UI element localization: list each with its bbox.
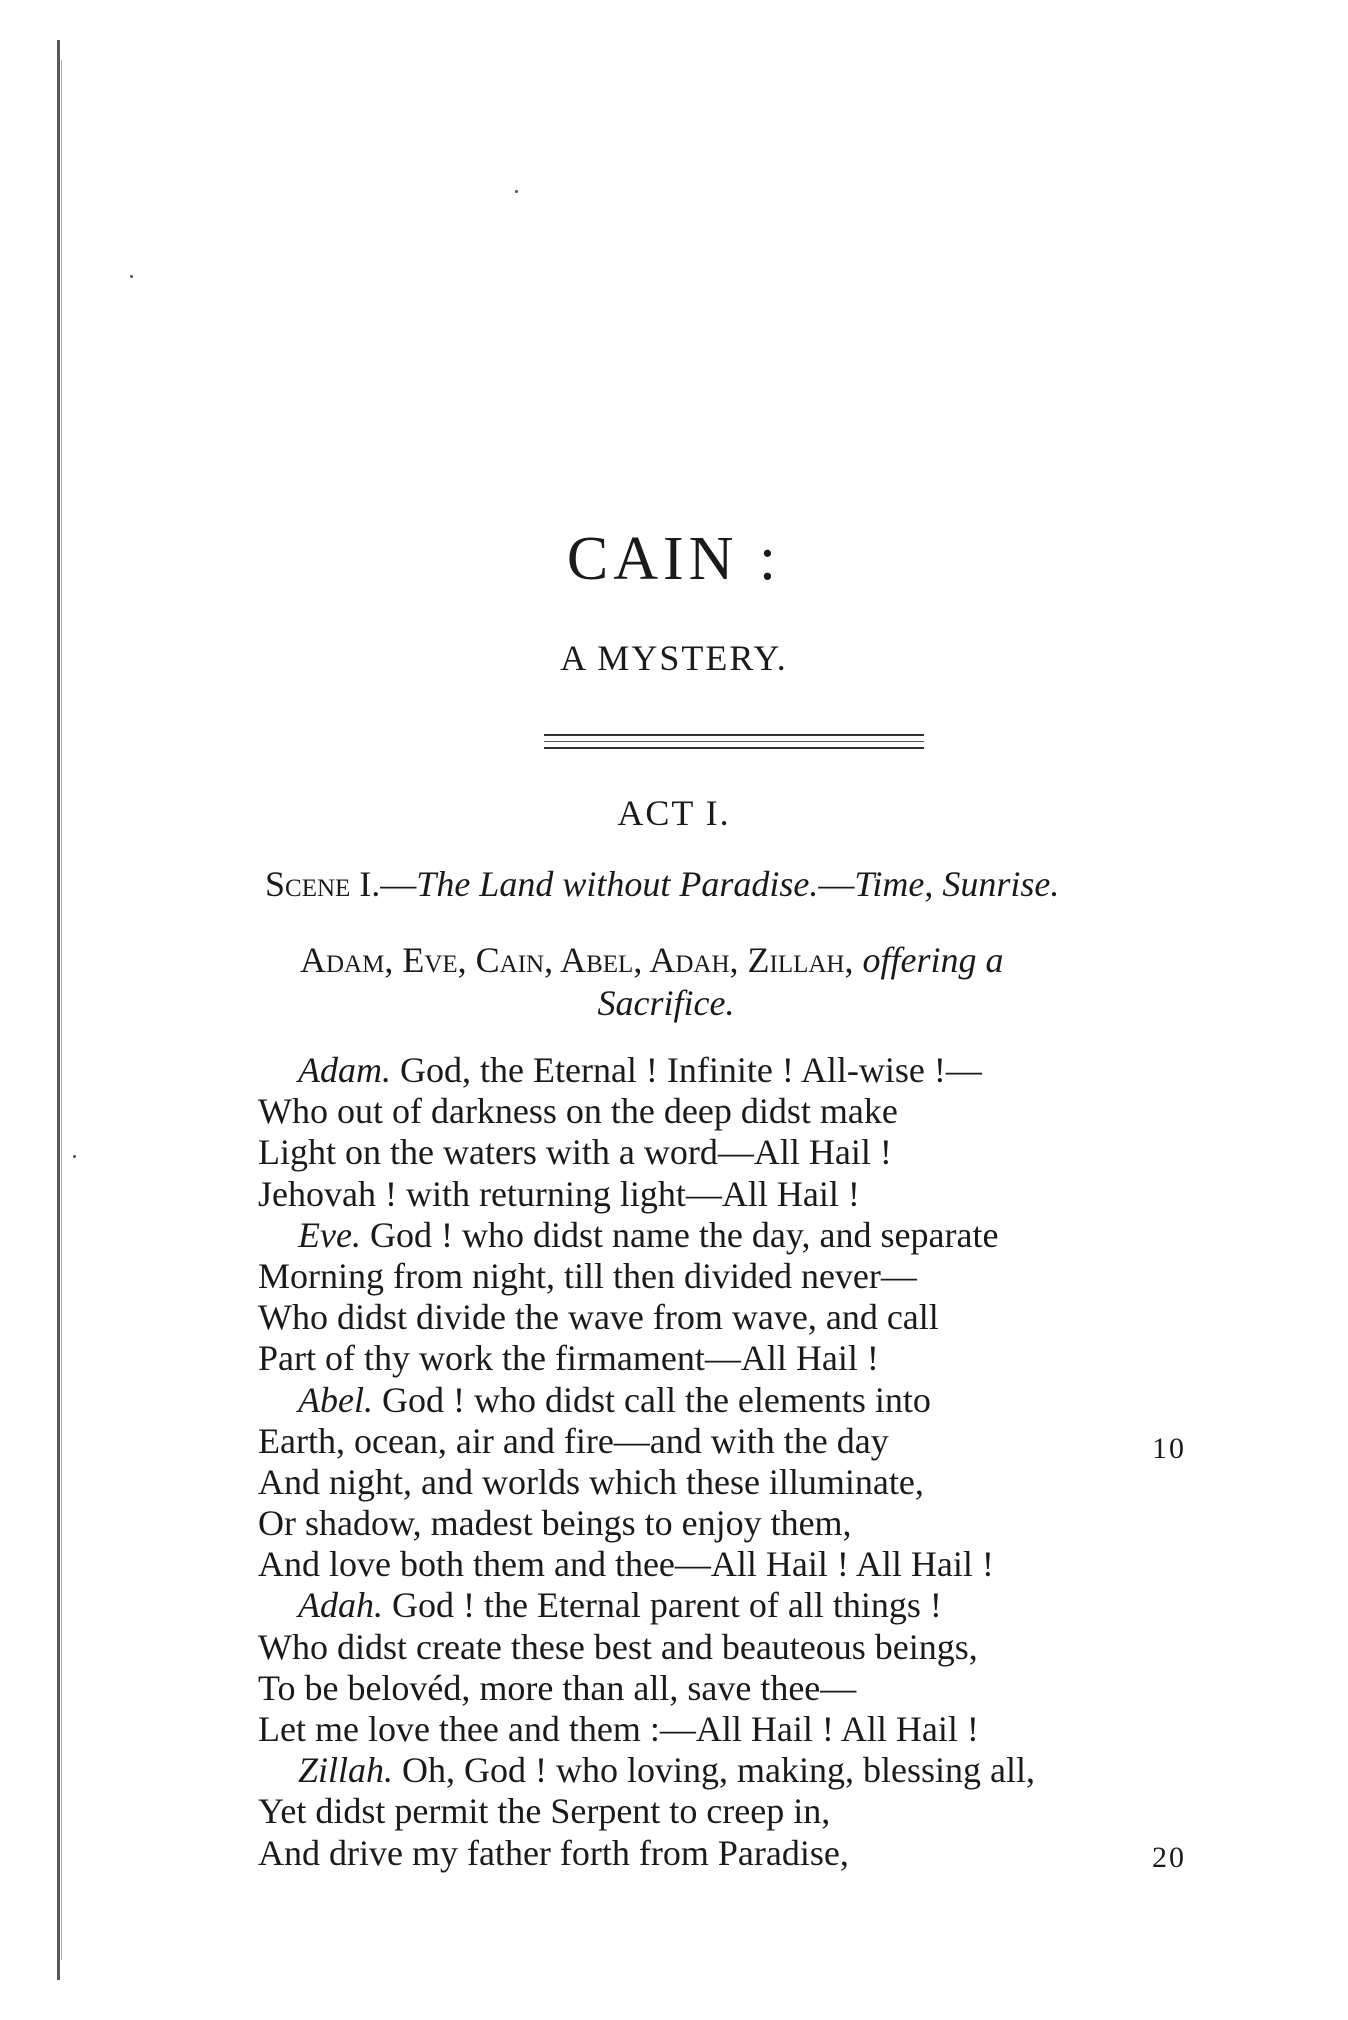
verse-text: To be belovéd, more than all, save thee— [258, 1667, 857, 1708]
stage-direction [300, 942, 1200, 978]
verse-text: Who out of darkness on the deep didst make [258, 1091, 898, 1132]
verse-line [258, 1380, 1035, 1421]
verse-text: God ! who didst name the day, and separate [360, 1214, 999, 1255]
scene-time-label: Time [854, 864, 925, 904]
verse-text: Who didst create these best and beauteous beings, [258, 1626, 978, 1667]
verse-text: God, the Eternal ! Infinite ! All-wise !— [391, 1050, 982, 1090]
verse-line [258, 1627, 1035, 1668]
verse-text: Oh, God ! who loving, making, blessing all, [393, 1750, 1035, 1791]
scene-number: I.— [350, 864, 417, 904]
verse-line [258, 1709, 1035, 1750]
verse-line [258, 1297, 1035, 1338]
speaker-name: Adam. [298, 1050, 391, 1090]
verse-line [258, 1544, 1035, 1585]
verse-line [258, 1750, 1035, 1791]
verse-text: And drive my father forth from Paradise, [258, 1832, 849, 1873]
verse-text: God ! the Eternal parent of all things ! [383, 1585, 942, 1626]
title-rule-bottom [544, 747, 924, 749]
speaker-name: Adah. [298, 1585, 383, 1626]
scene-heading [265, 866, 1059, 902]
paper-speck [130, 275, 133, 278]
stage-direction-continued [0, 985, 1348, 1021]
verse-line [258, 1668, 1035, 1709]
verse-text: Part of thy work the firmament—All Hail ! [258, 1338, 879, 1379]
paper-speck [515, 190, 518, 193]
verse-line [258, 1091, 1035, 1132]
paper-speck [73, 1155, 76, 1158]
verse-line [258, 1585, 1035, 1626]
verse-line [258, 1050, 1035, 1091]
speaker-name: Zillah. [298, 1750, 394, 1791]
verse-text: Morning from night, till then divided never— [258, 1255, 917, 1296]
verse-line [258, 1503, 1035, 1544]
scene-comma: , [924, 864, 943, 904]
verse-line [258, 1338, 1035, 1379]
verse-text: Earth, ocean, air and fire—and with the day [258, 1420, 889, 1461]
line-number-20: 20 [1152, 1841, 1186, 1874]
scene-dash: — [818, 864, 855, 904]
verse-text: Jehovah ! with returning light—All Hail ! [258, 1173, 860, 1214]
line-number-10: 10 [1152, 1432, 1186, 1465]
verse-text: Light on the waters with a word—All Hail ! [258, 1132, 892, 1173]
verse-line [258, 1791, 1035, 1832]
verse-line [258, 1132, 1035, 1173]
title-rule-top [544, 734, 924, 736]
verse-text: And night, and worlds which these illuminate, [258, 1461, 924, 1502]
stage-action: offering a [853, 940, 1004, 980]
verse-text: Let me love thee and them :—All Hail ! All Hail ! [258, 1709, 979, 1749]
verse-text: Yet didst permit the Serpent to creep in, [258, 1791, 831, 1832]
play-subtitle: A MYSTERY. [560, 638, 788, 678]
verse-text: And love both them and thee—All Hail ! All Hail ! [258, 1544, 994, 1585]
speaker-name: Abel. [298, 1379, 373, 1420]
verse-text: God ! who didst call the elements into [372, 1379, 931, 1420]
act-heading: ACT I. [617, 793, 731, 833]
stage-action-continued: Sacrifice. [597, 983, 735, 1023]
verse-block [258, 1050, 1035, 1874]
play-title: CAIN : [566, 525, 782, 593]
verse-text: Who didst divide the wave from wave, and call [258, 1297, 939, 1338]
title-rule-middle [544, 741, 924, 742]
scene-time: Sunrise. [942, 864, 1060, 904]
verse-line [258, 1462, 1035, 1503]
scene-label: Scene [265, 864, 351, 904]
verse-line [258, 1215, 1035, 1256]
scene-setting: The Land without Paradise. [416, 864, 819, 904]
verse-line [258, 1833, 1035, 1874]
verse-text: Or shadow, madest beings to enjoy them, [258, 1503, 852, 1544]
verse-line [258, 1174, 1035, 1215]
speaker-name: Eve. [298, 1214, 361, 1255]
stage-characters: Adam, Eve, Cain, Abel, Adah, Zillah, [300, 940, 854, 980]
verse-line [258, 1256, 1035, 1297]
verse-line [258, 1421, 1035, 1462]
